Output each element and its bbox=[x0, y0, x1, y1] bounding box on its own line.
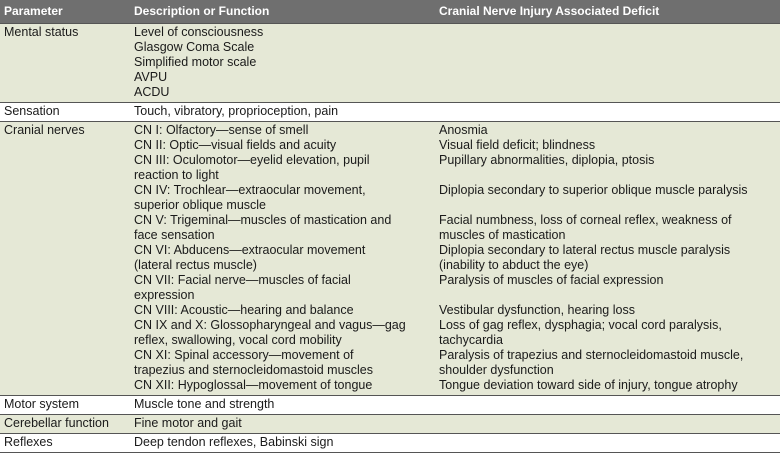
cranial-nerve-description-line: CN IV: Trochlear—extraocular movement, bbox=[134, 183, 366, 197]
cranial-nerve-deficit-line: Anosmia bbox=[439, 123, 488, 137]
cranial-nerve-description-line: CN IX and X: Glossopharyngeal and vagus—gag bbox=[134, 318, 406, 332]
cranial-nerve-deficit bbox=[439, 303, 776, 318]
cranial-nerve-deficit-line: Paralysis of trapezius and sternocleidomastoid muscle, bbox=[439, 348, 744, 362]
cranial-nerve-deficit bbox=[439, 153, 776, 183]
header-deficit: Cranial Nerve Injury Associated Deficit bbox=[435, 0, 780, 24]
row-reflexes bbox=[0, 434, 780, 453]
cranial-nerve-deficit-line: Facial numbness, loss of corneal reflex, weakness of bbox=[439, 213, 732, 227]
cranial-nerve-deficit-line: Diplopia secondary to lateral rectus muscle paralysis bbox=[439, 243, 731, 257]
cranial-nerve-description bbox=[134, 123, 431, 138]
header-row bbox=[0, 0, 780, 24]
cranial-nerve-description-line: face sensation bbox=[134, 228, 215, 242]
cranial-nerve-deficit-line: muscles of mastication bbox=[439, 228, 566, 242]
cranial-nerve-deficit bbox=[439, 138, 776, 153]
cranial-nerve-description-line: CN II: Optic—visual fields and acuity bbox=[134, 138, 337, 152]
cranial-nerve-description-line: CN VIII: Acoustic—hearing and balance bbox=[134, 303, 354, 317]
row-cerebellar-function bbox=[0, 415, 780, 434]
cranial-nerve-description-line: superior oblique muscle bbox=[134, 198, 267, 212]
header-description: Description or Function bbox=[130, 0, 435, 24]
cranial-nerve-description-line: reaction to light bbox=[134, 168, 219, 182]
cranial-nerve-description-line: (lateral rectus muscle) bbox=[134, 258, 257, 272]
cranial-nerve-deficit-line bbox=[439, 168, 776, 183]
param-motor-system: Motor system bbox=[0, 396, 130, 415]
cranial-nerve-description-line: CN III: Oculomotor—eyelid elevation, pupil bbox=[134, 153, 370, 167]
deficit-cerebellar-function bbox=[435, 415, 780, 434]
desc-cerebellar-function: Fine motor and gait bbox=[130, 415, 435, 434]
cranial-nerve-deficit bbox=[439, 123, 776, 138]
cranial-nerve-description bbox=[134, 378, 431, 393]
deficit-cranial-nerves bbox=[435, 122, 780, 396]
cranial-nerve-description-line: reflex, swallowing, vocal cord mobility bbox=[134, 333, 342, 347]
deficit-motor-system bbox=[435, 396, 780, 415]
header-parameter: Parameter bbox=[0, 0, 130, 24]
mental-status-item: Simplified motor scale bbox=[134, 55, 257, 69]
cranial-nerve-description bbox=[134, 318, 431, 348]
mental-status-item: Level of consciousness bbox=[134, 25, 264, 39]
cranial-nerve-deficit-line: Paralysis of muscles of facial expression bbox=[439, 273, 664, 287]
cranial-nerve-deficit-line: Pupillary abnormalities, diplopia, ptosis bbox=[439, 153, 655, 167]
cranial-nerve-deficit-line: shoulder dysfunction bbox=[439, 363, 554, 377]
cranial-nerve-description-line: CN XII: Hypoglossal—movement of tongue bbox=[134, 378, 373, 392]
cranial-nerve-description-line: CN I: Olfactory—sense of smell bbox=[134, 123, 309, 137]
cranial-nerve-description-line: CN V: Trigeminal—muscles of mastication and bbox=[134, 213, 392, 227]
cranial-nerve-description-line: CN VII: Facial nerve—muscles of facial bbox=[134, 273, 351, 287]
cranial-nerve-description bbox=[134, 348, 431, 378]
mental-status-item: AVPU bbox=[134, 70, 168, 84]
cranial-nerve-deficit bbox=[439, 318, 776, 348]
mental-status-item: ACDU bbox=[134, 85, 170, 99]
desc-sensation: Touch, vibratory, proprioception, pain bbox=[130, 103, 435, 122]
cranial-nerve-description-line: trapezius and sternocleidomastoid muscles bbox=[134, 363, 374, 377]
cranial-nerve-deficit-line: Loss of gag reflex, dysphagia; vocal cord paralysis, bbox=[439, 318, 722, 332]
deficit-sensation bbox=[435, 103, 780, 122]
cranial-nerve-deficit-line: tachycardia bbox=[439, 333, 503, 347]
desc-mental-status bbox=[130, 24, 435, 103]
cranial-nerve-deficit bbox=[439, 378, 776, 393]
cranial-nerve-description bbox=[134, 183, 431, 213]
cranial-nerve-description bbox=[134, 243, 431, 273]
cranial-nerve-deficit-line: (inability to abduct the eye) bbox=[439, 258, 589, 272]
deficit-reflexes bbox=[435, 434, 780, 453]
row-sensation bbox=[0, 103, 780, 122]
param-reflexes: Reflexes bbox=[0, 434, 130, 453]
row-mental-status bbox=[0, 24, 780, 103]
cranial-nerve-deficit-line: Diplopia secondary to superior oblique muscle paralysis bbox=[439, 183, 748, 197]
cranial-nerve-deficit-line bbox=[439, 288, 776, 303]
mental-status-item: Glasgow Coma Scale bbox=[134, 40, 255, 54]
cranial-nerve-description-line: expression bbox=[134, 288, 195, 302]
cranial-nerve-deficit-line: Visual field deficit; blindness bbox=[439, 138, 596, 152]
param-sensation: Sensation bbox=[0, 103, 130, 122]
row-motor-system bbox=[0, 396, 780, 415]
cranial-nerve-description bbox=[134, 273, 431, 303]
desc-reflexes: Deep tendon reflexes, Babinski sign bbox=[130, 434, 435, 453]
cranial-nerve-description-line: CN VI: Abducens—extraocular movement bbox=[134, 243, 366, 257]
cranial-nerve-description bbox=[134, 303, 431, 318]
cranial-nerve-deficit-line: Tongue deviation toward side of injury, tongue atrophy bbox=[439, 378, 738, 392]
cranial-nerve-deficit bbox=[439, 213, 776, 243]
cranial-nerve-description bbox=[134, 153, 431, 183]
param-cranial-nerves: Cranial nerves bbox=[0, 122, 130, 396]
desc-motor-system: Muscle tone and strength bbox=[130, 396, 435, 415]
cranial-nerve-deficit bbox=[439, 348, 776, 378]
cranial-nerve-deficit bbox=[439, 273, 776, 303]
cranial-nerve-description bbox=[134, 213, 431, 243]
cranial-nerve-description bbox=[134, 138, 431, 153]
cranial-nerve-deficit-line bbox=[439, 198, 776, 213]
deficit-mental-status bbox=[435, 24, 780, 103]
param-mental-status: Mental status bbox=[0, 24, 130, 103]
cranial-nerve-description-line: CN XI: Spinal accessory—movement of bbox=[134, 348, 354, 362]
cranial-nerve-deficit bbox=[439, 243, 776, 273]
param-cerebellar-function: Cerebellar function bbox=[0, 415, 130, 434]
cranial-nerve-deficit-line: Vestibular dysfunction, hearing loss bbox=[439, 303, 635, 317]
row-cranial-nerves bbox=[0, 122, 780, 396]
cranial-nerve-deficit bbox=[439, 183, 776, 213]
desc-cranial-nerves bbox=[130, 122, 435, 396]
